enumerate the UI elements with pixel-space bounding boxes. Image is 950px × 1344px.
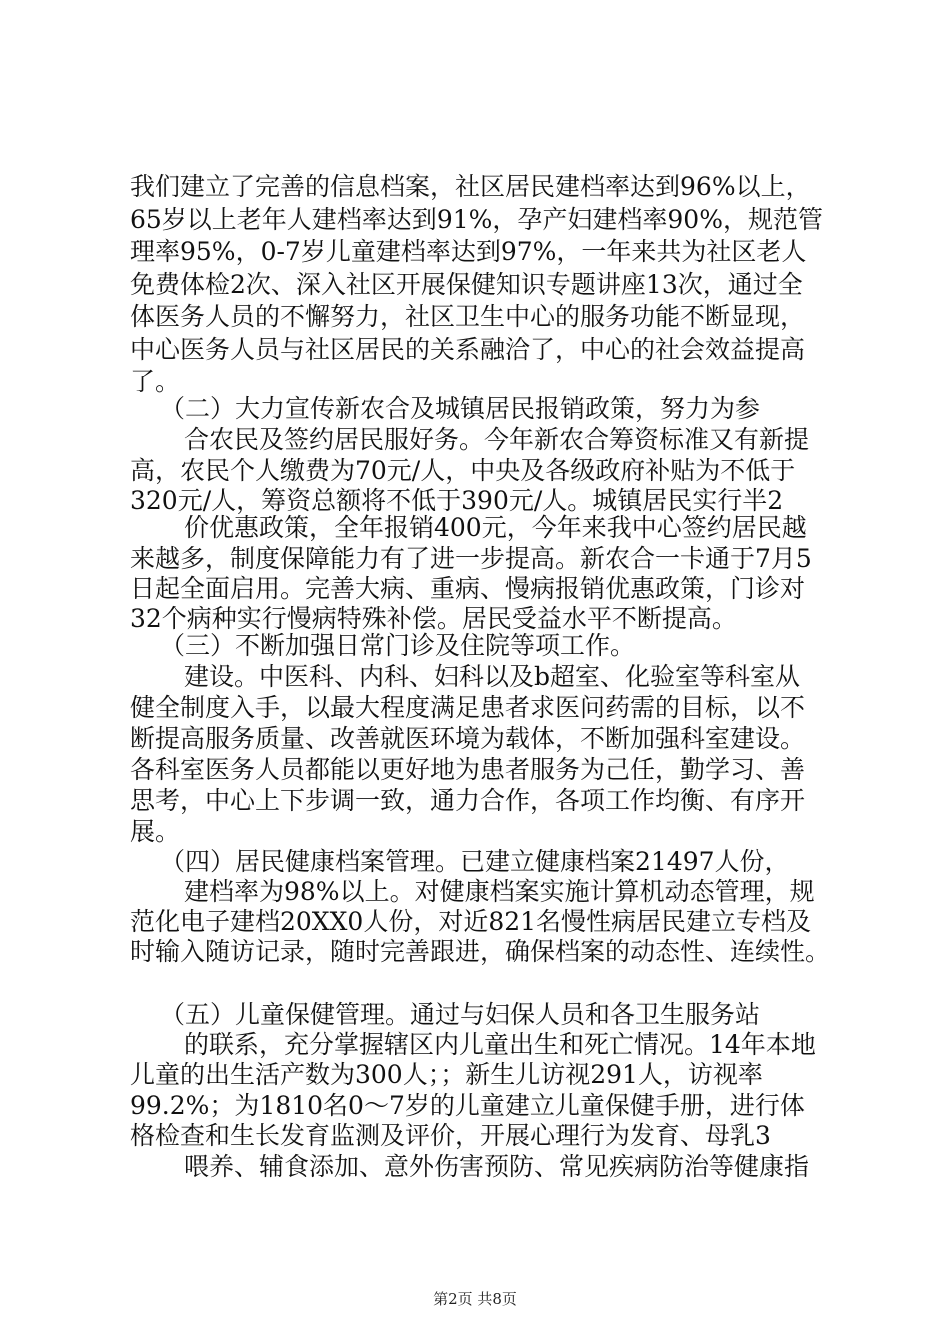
- text-line: 32个病种实行慢病特殊补偿。居民受益水平不断提高。: [130, 604, 737, 633]
- text-line: 理率95%，0-7岁儿童建档率达到97%，一年来共为社区老人: [130, 237, 807, 266]
- text-line: 了。: [130, 367, 181, 396]
- text-line: 合农民及签约居民服好务。今年新农合筹资标准又有新提: [184, 425, 810, 454]
- text-line: （五）儿童保健管理。通过与妇保人员和各卫生服务站: [160, 1000, 761, 1029]
- text-line: 建档率为98%以上。对健康档案实施计算机动态管理，规: [184, 877, 815, 906]
- text-line: 体医务人员的不懈努力，社区卫生中心的服务功能不断显现，: [130, 302, 806, 331]
- text-line: 日起全面启用。完善大病、重病、慢病报销优惠政策，门诊对: [130, 574, 806, 603]
- text-line: （四）居民健康档案管理。已建立健康档案21497人份，: [160, 847, 790, 876]
- text-line: 格检查和生长发育监测及评价，开展心理行为发育、母乳3: [130, 1121, 771, 1150]
- text-line: 健全制度入手，以最大程度满足患者求医问药需的目标，以不: [130, 693, 806, 722]
- text-line: 展。: [130, 817, 181, 846]
- text-line: 范化电子建档20XX0人份，对近821名慢性病居民建立专档及: [130, 907, 812, 936]
- text-line: 高，农民个人缴费为70元/人，中央及各级政府补贴为不低于: [130, 456, 796, 485]
- text-line: 断提高服务质量、改善就医环境为载体，不断加强科室建设。: [130, 724, 806, 753]
- text-line: 时输入随访记录，随时完善跟进，确保档案的动态性、连续性。: [130, 937, 831, 966]
- page-footer: 第2页 共8页: [433, 1290, 517, 1308]
- text-line: 喂养、辅食添加、意外伤害预防、常见疾病防治等健康指: [184, 1152, 810, 1181]
- text-line: 我们建立了完善的信息档案，社区居民建档率达到96%以上，: [130, 172, 811, 201]
- text-line: 价优惠政策，全年报销400元，今年来我中心签约居民越: [184, 513, 807, 542]
- text-line: 各科室医务人员都能以更好地为患者服务为己任，勤学习、善: [130, 755, 806, 784]
- text-line: 99.2%；为1810名0～7岁的儿童建立儿童保健手册，进行体: [130, 1091, 805, 1120]
- text-line: 免费体检2次、深入社区开展保健知识专题讲座13次，通过全: [130, 270, 803, 299]
- text-line: 的联系，充分掌握辖区内儿童出生和死亡情况。14年本地: [184, 1030, 816, 1059]
- text-line: （二）大力宣传新农合及城镇居民报销政策，努力为参: [160, 394, 761, 423]
- text-line: 思考，中心上下步调一致，通力合作，各项工作均衡、有序开: [130, 786, 806, 815]
- text-line: 65岁以上老年人建档率达到91%，孕产妇建档率90%，规范管: [130, 205, 823, 234]
- text-line: 中心医务人员与社区居民的关系融洽了，中心的社会效益提高: [130, 335, 806, 364]
- text-line: 建设。中医科、内科、妇科以及b超室、化验室等科室从: [184, 662, 801, 691]
- text-line: 来越多，制度保障能力有了进一步提高。新农合一卡通于7月5: [130, 544, 812, 573]
- text-line: 儿童的出生活产数为300人；；新生儿访视291人，访视率: [130, 1060, 763, 1089]
- text-line: （三）不断加强日常门诊及住院等项工作。: [160, 631, 636, 660]
- text-line: 320元/人，筹资总额将不低于390元/人。城镇居民实行半2: [130, 486, 784, 515]
